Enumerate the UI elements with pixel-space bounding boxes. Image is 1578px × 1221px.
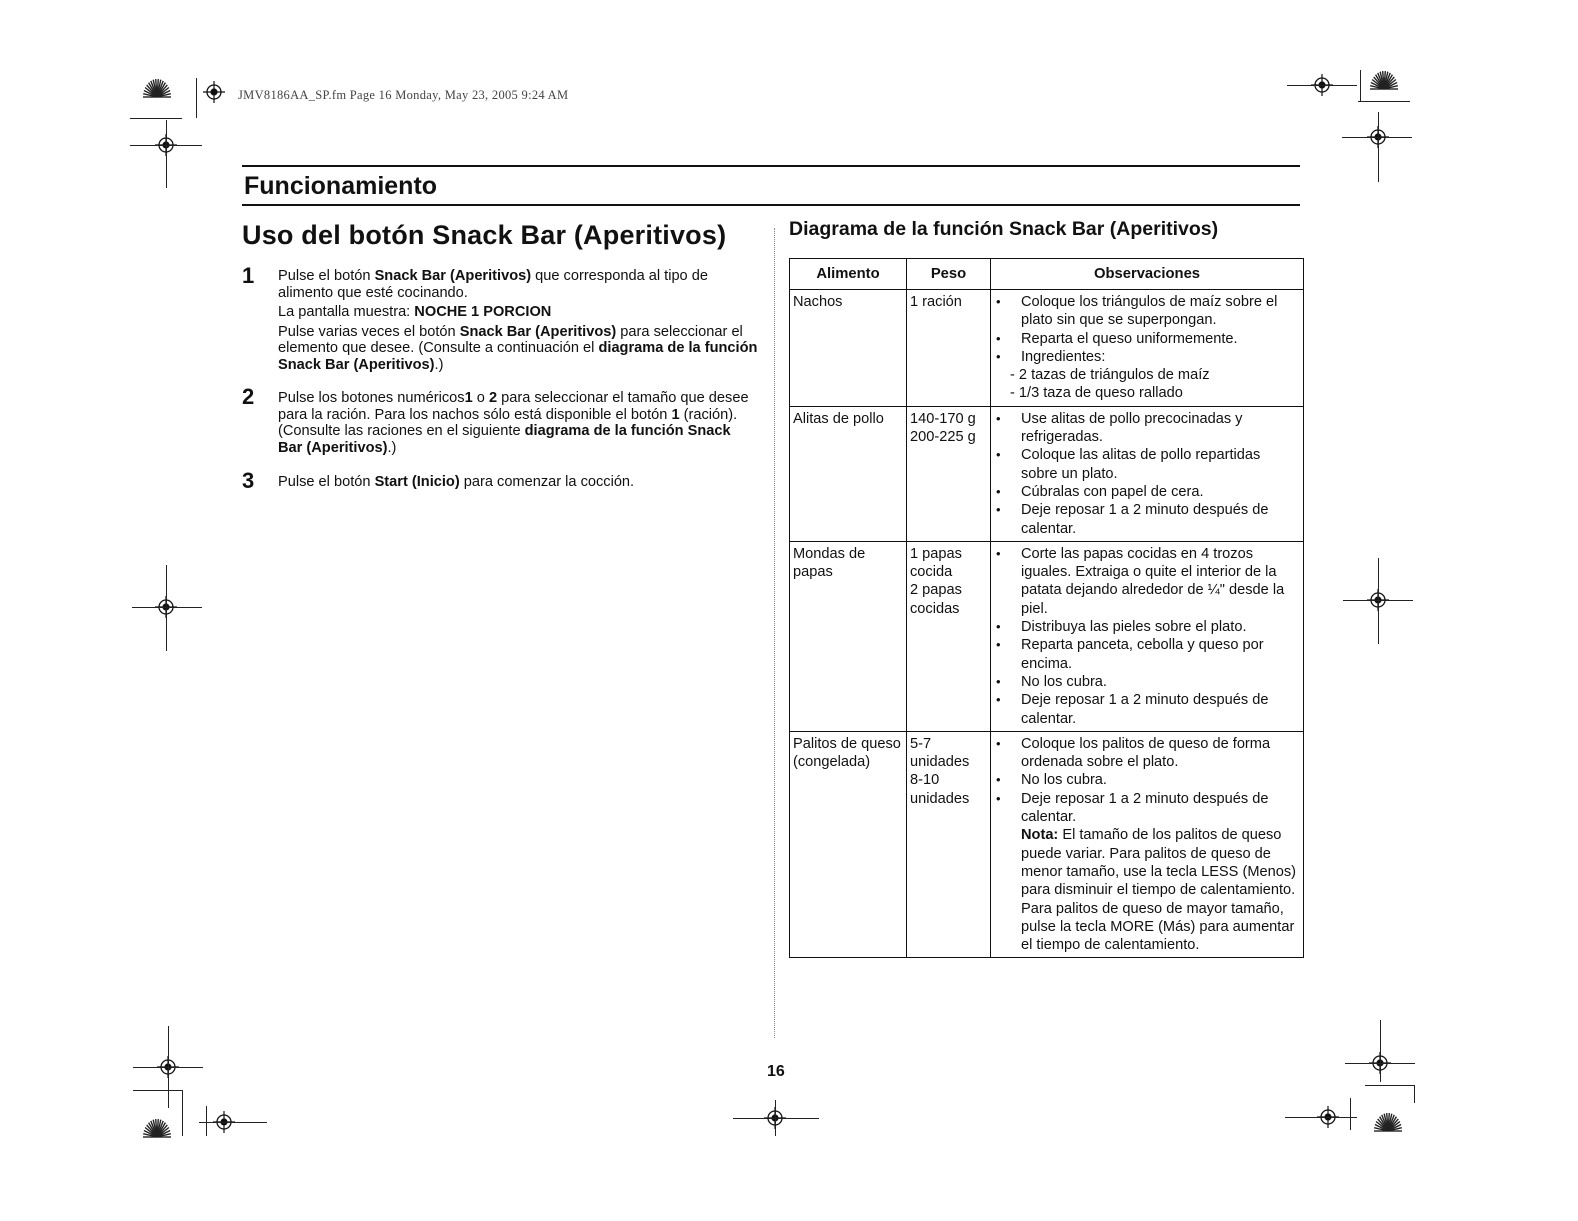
crop-line [196, 78, 197, 118]
step-number: 2 [242, 384, 255, 409]
note-bullet: • No los cubra. [994, 673, 1300, 691]
note-bullet: • Coloque los palitos de queso de forma ordenada sobre el plato. [994, 735, 1300, 772]
notes-list [994, 293, 1300, 403]
weight-value: 1 ración [910, 294, 962, 310]
cell-notes [991, 731, 1304, 958]
header-weight: Peso [907, 259, 991, 290]
crop-line [1380, 1020, 1381, 1082]
cell-weight [907, 731, 991, 958]
step-2-line-1: Pulse los botones numéricos1 o 2 para seleccionar el tamaño que desee para la ración. Para los nachos sólo está disponible el botón 1 (ración). (Consulte las raciones en el siguiente diagrama de la función Snack Bar (Aperitivos).) [278, 390, 749, 456]
crop-line [1378, 112, 1379, 182]
note-bullet: • No los cubra. [994, 771, 1300, 789]
step-2-text [278, 390, 758, 456]
crop-line [1414, 1085, 1415, 1103]
color-target-icon [142, 1117, 172, 1139]
main-heading: Uso del botón Snack Bar (Aperitivos) [242, 220, 727, 250]
crop-line [130, 118, 182, 119]
note-remark [994, 826, 1300, 954]
note-bullet: • Ingredientes: [994, 348, 1300, 366]
note-bullet: • Deje reposar 1 a 2 minuto después de calentar. [994, 790, 1300, 827]
step-1-line-2: La pantalla muestra: NOCHE 1 PORCION [278, 304, 552, 320]
cell-weight [907, 541, 991, 731]
color-target-icon [1373, 1111, 1403, 1133]
weight-value: 5-7 unidades [910, 735, 970, 771]
column-divider [774, 228, 775, 1038]
weight-value: 1 papas cocida [910, 545, 962, 581]
crop-line [1285, 1117, 1357, 1118]
cell-notes [991, 541, 1304, 731]
crop-line [166, 565, 167, 651]
note-bullet: • Distribuya las pieles sobre el plato. [994, 618, 1300, 636]
crop-line [1287, 85, 1357, 86]
cell-notes [991, 290, 1304, 407]
crop-line [1365, 1085, 1415, 1086]
note-label: Nota: [1021, 827, 1059, 844]
table-row [790, 731, 1304, 958]
cell-food: Mondas de papas [790, 541, 907, 731]
step-number: 1 [242, 263, 255, 288]
note-bullet: • Coloque las alitas de pollo repartidas sobre un plato. [994, 446, 1300, 483]
crop-line [1342, 137, 1412, 138]
notes-list [994, 410, 1300, 538]
weight-value: 2 papas cocidas [910, 582, 962, 617]
header-food: Alimento [790, 259, 907, 290]
step-3-text [278, 474, 758, 491]
crop-line [733, 1118, 819, 1119]
table-header-row [790, 259, 1304, 290]
section-title: Funcionamiento [244, 172, 438, 200]
page-number: 16 [767, 1063, 785, 1080]
table-row [790, 406, 1304, 541]
note-bullet: • Coloque los triángulos de maíz sobre el plato sin que se superpongan. [994, 293, 1300, 330]
crop-line [199, 1122, 267, 1123]
cell-weight [907, 406, 991, 541]
note-sub-item: - 2 tazas de triángulos de maíz [1010, 367, 1210, 384]
crop-line [166, 120, 167, 188]
crop-line [1360, 70, 1361, 102]
weight-value: 140-170 g [910, 410, 976, 427]
color-target-icon [142, 77, 172, 99]
note-bullet: • Deje reposar 1 a 2 minuto después de calentar. [994, 501, 1300, 538]
crop-line [1350, 1098, 1351, 1130]
step-3-line-1: Pulse el botón Start (Inicio) para comenzar la cocción. [278, 474, 635, 490]
note-bullet: • Reparta el queso uniformemente. [994, 330, 1300, 348]
print-header: JMV8186AA_SP.fm Page 16 Monday, May 23, 2005 9:24 AM [238, 88, 569, 102]
table-row [790, 290, 1304, 407]
note-bullet: • Use alitas de pollo precocinadas y refrigeradas. [994, 410, 1300, 447]
notes-list [994, 735, 1300, 955]
table-row [790, 541, 1304, 731]
note-bullet: • Cúbralas con papel de cera. [994, 483, 1300, 501]
cell-food: Palitos de queso (congelada) [790, 731, 907, 958]
chart-heading: Diagrama de la función Snack Bar (Aperitivos) [789, 218, 1219, 240]
header-rule-bottom [242, 204, 1300, 206]
step-1-line-3: Pulse varias veces el botón Snack Bar (Aperitivos) para seleccionar el elemento que desee. (Consulte a continuación el diagrama de la función Snack Bar (Aperitivos).) [278, 323, 758, 373]
crop-line [132, 607, 202, 608]
header-rule-top [242, 165, 1300, 167]
note-bullet: • Corte las papas cocidas en 4 trozos iguales. Extraiga o quite el interior de la patata dejando alrededor de ¼" desde la piel. [994, 545, 1300, 618]
note-bullet: • Reparta panceta, cebolla y queso por encima. [994, 636, 1300, 673]
crop-line [168, 1026, 169, 1108]
crop-line [1378, 558, 1379, 644]
crop-line [182, 1090, 183, 1136]
header-notes: Observaciones [991, 259, 1304, 290]
crop-line [206, 1106, 207, 1136]
step-1-line-1: Pulse el botón Snack Bar (Aperitivos) que corresponda al tipo de alimento que esté cocinando. [278, 268, 708, 301]
crop-line [1358, 101, 1410, 102]
registration-mark-icon [203, 81, 225, 103]
note-bullet: • Deje reposar 1 a 2 minuto después de calentar. [994, 691, 1300, 728]
note-text: El tamaño de los palitos de queso puede variar. Para palitos de queso de menor tamaño, use la tecla LESS (Menos) para disminuir el tiempo de calentamiento. Para palitos de queso de mayor tamaño, pulse la tecla MORE (Más) para aumentar el tiempo de calentamiento. [1021, 827, 1296, 954]
cell-food: Nachos [790, 290, 907, 407]
snack-bar-table [789, 258, 1304, 958]
cell-notes [991, 406, 1304, 541]
cell-food: Alitas de pollo [790, 406, 907, 541]
step-number: 3 [242, 468, 255, 493]
crop-line [775, 1100, 776, 1136]
weight-value: 8-10 unidades [910, 772, 970, 807]
step-1-text [278, 268, 758, 373]
weight-value: 200-225 g [910, 429, 976, 446]
note-sub-item: - 1/3 taza de queso rallado [1010, 385, 1183, 402]
crop-line [133, 1090, 183, 1091]
cell-weight [907, 290, 991, 407]
color-target-icon [1369, 69, 1399, 91]
notes-list [994, 545, 1300, 728]
